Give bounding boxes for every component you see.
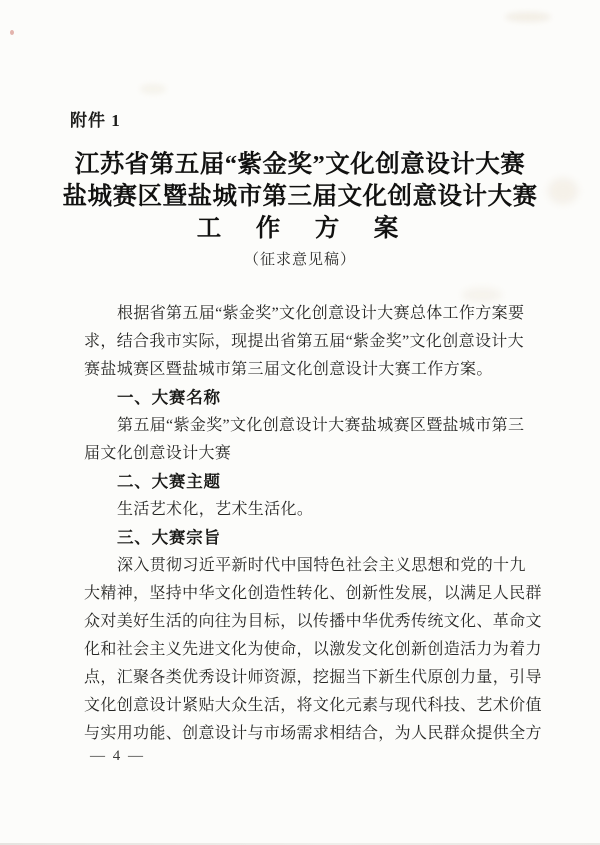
body-line: 生活艺术化，艺术生活化。: [117, 501, 314, 518]
scan-speck: [10, 30, 14, 35]
section-heading: 三、大赛宗旨: [117, 529, 221, 547]
document-body: [84, 300, 554, 748]
body-line: 文化创意设计紧贴大众生活，将文化元素与现代科技、艺术价值: [84, 697, 542, 714]
body-line: 深入贯彻习近平新时代中国特色社会主义思想和党的十九: [117, 557, 526, 574]
section-heading: 二、大赛主题: [117, 473, 221, 491]
body-line: 赛盐城赛区暨盐城市第三届文化创意设计大赛工作方案。: [84, 361, 493, 378]
body-line: 第五届“紫金奖”文化创意设计大赛盐城赛区暨盐城市第三: [117, 417, 525, 434]
body-line: 众对美好生活的向往为目标，以传播中华优秀传统文化、革命文: [84, 613, 542, 630]
body-line: 点，汇聚各类优秀设计师资源，挖掘当下新生代原创力量，引导: [84, 669, 542, 686]
document-title-line-1: 江苏省第五届“紫金奖”文化创意设计大赛: [74, 151, 526, 178]
body-line: 化和社会主义先进文化为使命，以激发文化创新创造活力为着力: [84, 641, 542, 658]
body-line: 与实用功能、创意设计与市场需求相结合，为人民群众提供全方: [84, 725, 542, 742]
body-line: 根据省第五届“紫金奖”文化创意设计大赛总体工作方案要: [117, 305, 525, 322]
document-title-line-3: 工 作 方 案: [196, 215, 404, 242]
document-title-line-2: 盐城赛区暨盐城市第三届文化创意设计大赛: [62, 183, 538, 210]
section-heading: 一、大赛名称: [117, 389, 221, 407]
page-number: — 4 —: [90, 748, 145, 764]
body-line: 大精神，坚持中华文化创造性转化、创新性发展，以满足人民群: [84, 585, 542, 602]
scan-smudge: [140, 84, 166, 94]
body-line: 求，结合我市实际，现提出省第五届“紫金奖”文化创意设计大: [84, 333, 525, 350]
body-line: 届文化创意设计大赛: [84, 445, 232, 462]
attachment-label: 附件 1: [70, 111, 121, 130]
document-subtitle: （征求意见稿）: [243, 252, 356, 268]
scan-smudge: [505, 12, 551, 22]
document-title: [0, 149, 600, 245]
